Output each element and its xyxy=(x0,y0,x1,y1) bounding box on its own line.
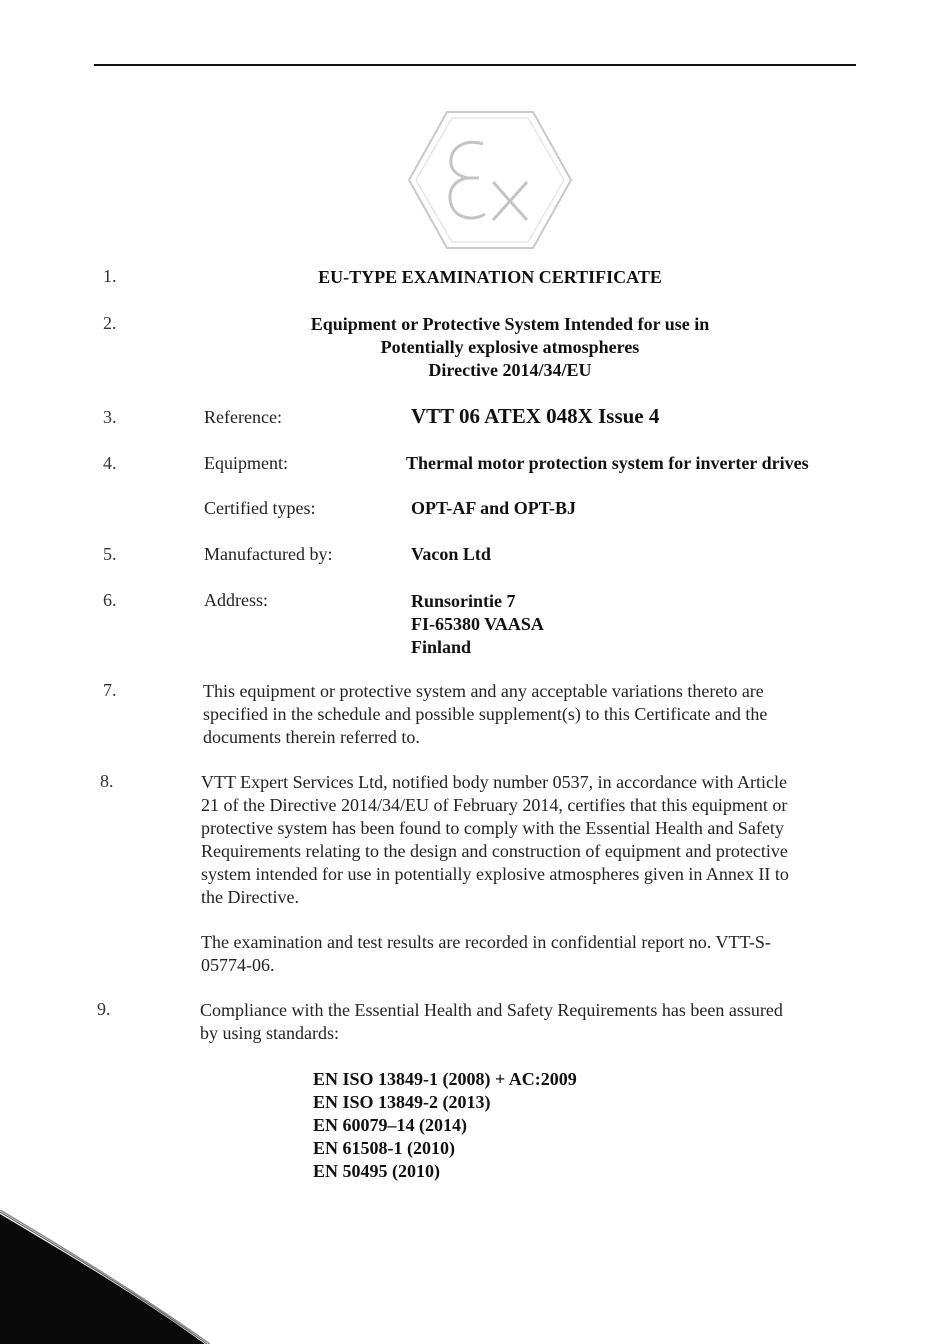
item-number: 1. xyxy=(103,266,117,286)
paragraph-line: protective system has been found to comply with the Essential Health and Safety xyxy=(201,818,784,838)
item-number: 5. xyxy=(103,544,117,564)
address-line: Finland xyxy=(411,637,472,657)
paragraph-line: system intended for use in potentially explosive atmospheres given in Annex II to xyxy=(201,864,789,884)
manufacturer-label: Manufactured by: xyxy=(204,544,333,564)
directive-line: Equipment or Protective System Intended for use in xyxy=(310,314,710,334)
top-rule xyxy=(94,64,856,66)
reference-label: Reference: xyxy=(204,407,282,427)
paragraph-line: 05774-06. xyxy=(201,955,275,975)
directive-line: Directive 2014/34/EU xyxy=(428,360,592,380)
item7-paragraph xyxy=(203,680,853,749)
item-number: 9. xyxy=(97,999,111,1019)
paragraph-line: the Directive. xyxy=(201,887,299,907)
ex-logo-icon xyxy=(405,108,575,252)
item8-paragraph xyxy=(201,771,851,909)
item-number: 4. xyxy=(103,453,117,473)
standard-item: EN 50495 (2010) xyxy=(313,1161,440,1181)
standard-item: EN ISO 13849-1 (2008) + AC:2009 xyxy=(313,1069,577,1089)
paragraph-line: VTT Expert Services Ltd, notified body number 0537, in accordance with Article xyxy=(201,772,788,792)
item-number: 3. xyxy=(103,407,117,427)
standard-item: EN 60079–14 (2014) xyxy=(313,1115,467,1135)
address-value xyxy=(411,590,544,659)
manufacturer-value: Vacon Ltd xyxy=(411,544,491,564)
item-number: 2. xyxy=(103,313,117,333)
standards-list xyxy=(313,1068,577,1183)
address-line: Runsorintie 7 xyxy=(411,591,516,611)
certificate-title: EU-TYPE EXAMINATION CERTIFICATE xyxy=(318,267,662,287)
item9-paragraph xyxy=(200,999,850,1045)
paragraph-line: 21 of the Directive 2014/34/EU of February 2014, certifies that this equipment or xyxy=(201,795,788,815)
paragraph-line: Compliance with the Essential Health and Safety Requirements has been assured xyxy=(200,1000,783,1020)
reference-value: VTT 06 ATEX 048X Issue 4 xyxy=(411,404,660,428)
corner-decoration xyxy=(0,1210,210,1344)
address-line: FI-65380 VAASA xyxy=(411,614,544,634)
equipment-value: Thermal motor protection system for inverter drives xyxy=(406,453,809,473)
paragraph-line: This equipment or protective system and any acceptable variations thereto are xyxy=(203,681,764,701)
item-number: 6. xyxy=(103,590,117,610)
paragraph-line: documents therein referred to. xyxy=(203,727,420,747)
report-paragraph xyxy=(201,931,851,977)
item-number: 7. xyxy=(103,680,117,700)
paragraph-line: The examination and test results are recorded in confidential report no. VTT-S- xyxy=(201,932,771,952)
certified-types-label: Certified types: xyxy=(204,498,316,518)
address-label: Address: xyxy=(204,590,268,610)
directive-line: Potentially explosive atmospheres xyxy=(380,337,640,357)
directive-heading xyxy=(230,313,790,382)
paragraph-line: by using standards: xyxy=(200,1023,339,1043)
item-number: 8. xyxy=(100,771,114,791)
paragraph-line: Requirements relating to the design and construction of equipment and protective xyxy=(201,841,788,861)
standard-item: EN ISO 13849-2 (2013) xyxy=(313,1092,491,1112)
certified-types-value: OPT-AF and OPT-BJ xyxy=(411,498,577,518)
standard-item: EN 61508-1 (2010) xyxy=(313,1138,455,1158)
equipment-label: Equipment: xyxy=(204,453,288,473)
paragraph-line: specified in the schedule and possible supplement(s) to this Certificate and the xyxy=(203,704,768,724)
